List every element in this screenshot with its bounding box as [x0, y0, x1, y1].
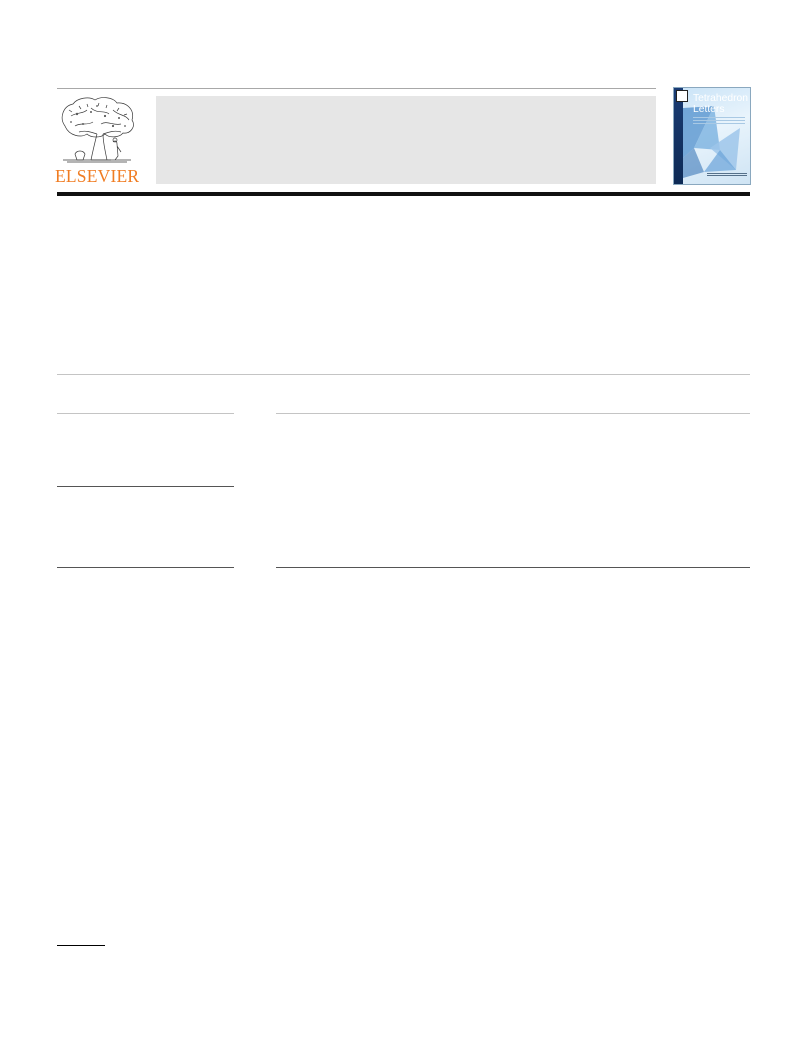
header-top-rule [57, 88, 656, 89]
article-info-top-rule [57, 413, 234, 414]
abstract-bottom-rule [276, 567, 750, 568]
title-block-divider [57, 374, 750, 375]
abstract-top-rule [276, 413, 750, 414]
article-info-mid-rule [57, 486, 234, 487]
header-thick-rule [57, 192, 750, 196]
cover-subtitle-lines [693, 117, 745, 127]
footnote-rule [57, 945, 105, 946]
journal-cover-thumbnail [674, 88, 750, 184]
cover-journal-title: Tetrahedron Letters [693, 93, 748, 115]
cover-publisher-badge [676, 90, 688, 102]
journal-masthead-banner [156, 96, 656, 184]
cover-spine-strip [674, 88, 683, 184]
publisher-name: ELSEVIER [55, 166, 140, 186]
tree-engraving-icon [57, 96, 137, 166]
cover-footer-lines [707, 173, 747, 177]
article-info-bottom-rule [57, 567, 234, 568]
